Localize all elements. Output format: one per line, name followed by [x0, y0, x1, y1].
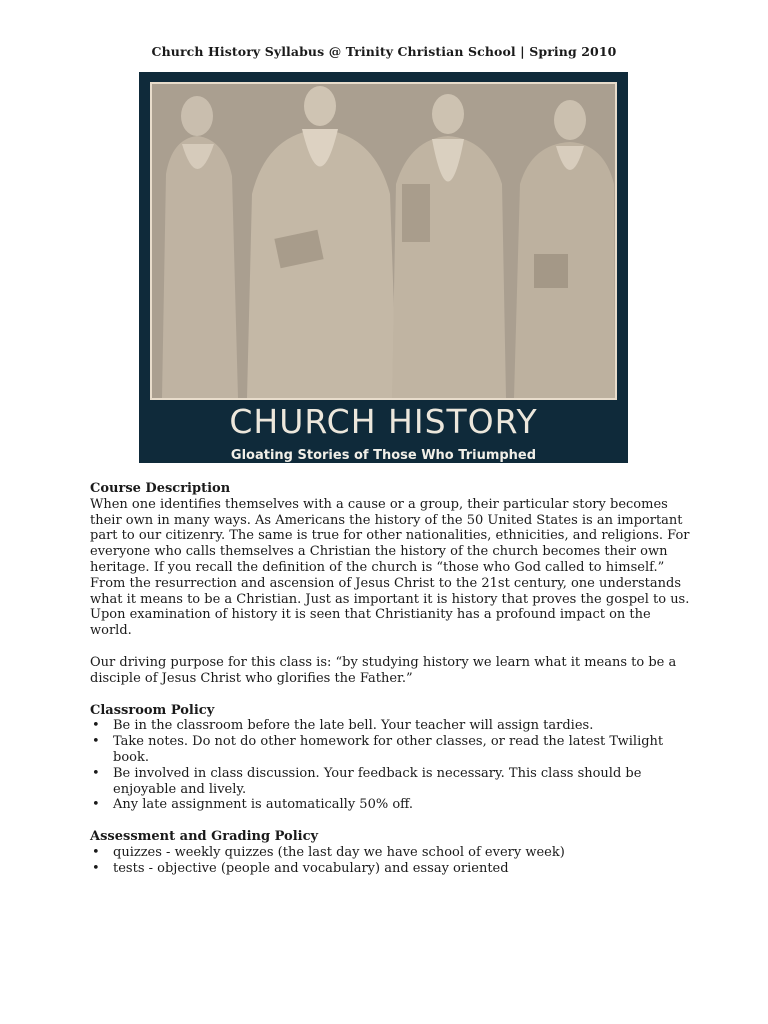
list-item: • tests - objective (people and vocabulary) and essay oriented: [90, 861, 690, 877]
church-history-poster: [139, 72, 628, 463]
list-item: • quizzes - weekly quizzes (the last day we have school of every week): [90, 845, 690, 861]
assessment-policy-heading: Assessment and Grading Policy: [90, 829, 319, 845]
list-item: • Any late assignment is automatically 50% off.: [90, 797, 690, 813]
driving-purpose-paragraph: Our driving purpose for this class is: “by studying history we learn what it means to be a disciple of Jesus Christ who glorifies the Father.”: [90, 654, 677, 686]
list-item: • Be involved in class discussion. Your feedback is necessary. This class should be enjoyable and lively.: [90, 766, 690, 798]
classroom-policy-list: [90, 718, 690, 813]
course-description-heading: Course Description: [90, 481, 231, 496]
assessment-policy-list: [90, 845, 690, 877]
statues-illustration: [152, 84, 615, 398]
poster-title: CHURCH HISTORY: [229, 402, 538, 441]
document-header: Church History Syllabus @ Trinity Christian School | Spring 2010: [151, 44, 617, 59]
course-description-paragraph: When one identifies themselves with a cause or a group, their particular story becomes their own in many ways. As Americans the history of the 50 United States is an important part to our citizenry. The same is true for other nationalities, ethnicities, and religions. For everyone who calls themselves a Christian the history of the church becomes their own heritage. If you recall the definition of the church is “those who God called to himself.” From the resurrection and ascension of Jesus Christ to the 21st century, one understands what it means to be a Christian. Just as important it is history that proves the gospel to us. Upon examination of history it is seen that Christianity has a profound impact on the world.: [90, 496, 690, 639]
poster-subtitle-line1: Gloating Stories of Those Who Triumphed: [230, 448, 537, 463]
classroom-policy-heading: Classroom Policy: [90, 702, 215, 718]
syllabus-body: [90, 481, 690, 877]
reformers-statue-photo: [150, 82, 617, 400]
list-item: • Be in the classroom before the late bell. Your teacher will assign tardies.: [90, 718, 690, 734]
list-item: • Take notes. Do not do other homework for other classes, or read the latest Twilight book.: [90, 734, 690, 766]
